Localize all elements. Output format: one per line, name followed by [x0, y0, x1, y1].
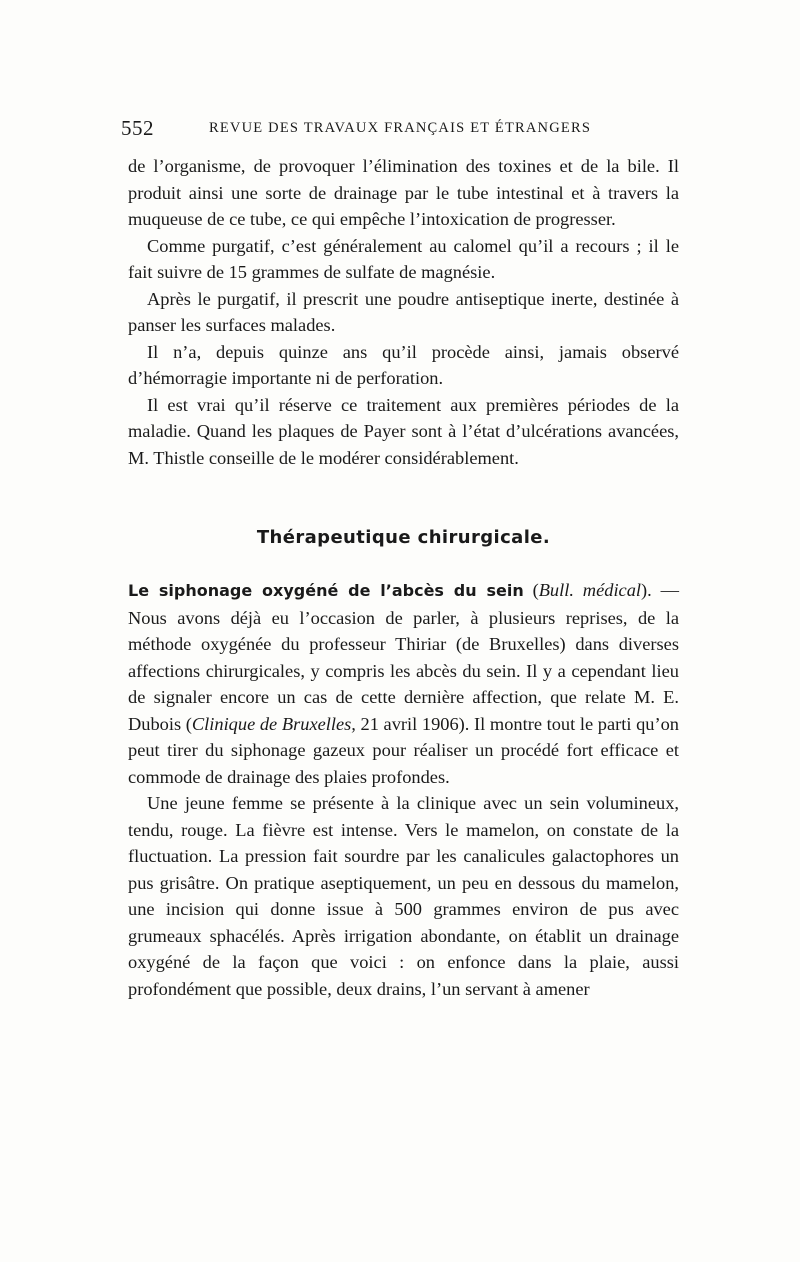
section-title: Thérapeutique chirurgicale.: [256, 527, 551, 548]
page-number: 552: [121, 116, 154, 140]
source-open: (: [523, 580, 539, 600]
article-text-a: Nous avons déjà eu l’occasion de parler, à plusieurs reprises, de la méthode oxygénée du professeur Thiriar (de Bruxelles) dans diverses affections chirurgicales, y compris les abcès du sein. Il y a cependant lieu de signaler encore un cas de cette dernière affection, que relate M. E. Dubois (: [128, 607, 679, 734]
paragraph-4: Il n’a, depuis quinze ans qu’il procède ainsi, jamais observé d’hémorragie importante ni de perforation.: [128, 341, 679, 388]
paragraph-2: Comme purgatif, c’est généralement au calomel qu’il a recours ; il le fait suivre de 15 grammes de sulfate de magnésie.: [128, 235, 679, 282]
article-source: Bull. médical: [538, 580, 642, 600]
running-head: REVUE DES TRAVAUX FRANÇAIS ET ÉTRANGERS: [209, 120, 592, 136]
article-text-b: 21 avril 1906). Il montre tout le parti qu’on peut tirer du siphonage gazeux pour réaliser un procédé fort efficace et commode de drainage des plaies profondes.: [128, 713, 679, 787]
article-paragraph-2: Une jeune femme se présente à la clinique avec un sein volumineux, tendu, rouge. La fièvre est intense. Vers le mamelon, on constate de la fluctuation. La pression fait sourdre par les canalicules galactophores un pus grisâtre. On pratique aseptiquement, un peu en dessous du mamelon, une incision qui donne issue à 500 grammes environ de pus avec grumeaux sphacélés. Après irrigation abondante, on établit un drainage oxygéné de la façon que voici : on enfonce dans la plaie, aussi profondément que possible, deux drains, l’un servant à amener: [128, 793, 679, 999]
article: [128, 577, 679, 1002]
paragraph-1: de l’organisme, de provoquer l’élimination des toxines et de la bile. Il produit ainsi une sorte de drainage par le tube intestinal et à travers la muqueuse de ce tube, ce qui empêche l’intoxication de progresser.: [128, 156, 679, 229]
article-paragraph-1: [128, 577, 679, 790]
paragraph-5: Il est vrai qu’il réserve ce traitement aux premières périodes de la maladie. Quand les plaques de Payer sont à l’état d’ulcérations avancées, M. Thistle conseille de le modérer considérablement.: [128, 394, 679, 468]
article-title: Le siphonage oxygéné de l’abcès du sein: [128, 581, 524, 600]
page-header: [121, 112, 681, 142]
body-text: [128, 153, 679, 471]
paragraph-3: Après le purgatif, il prescrit une poudre antiseptique inerte, destinée à panser les surfaces malades.: [128, 288, 679, 335]
source-close: ). —: [641, 580, 679, 600]
article-citation: Clinique de Bruxelles,: [191, 713, 356, 734]
